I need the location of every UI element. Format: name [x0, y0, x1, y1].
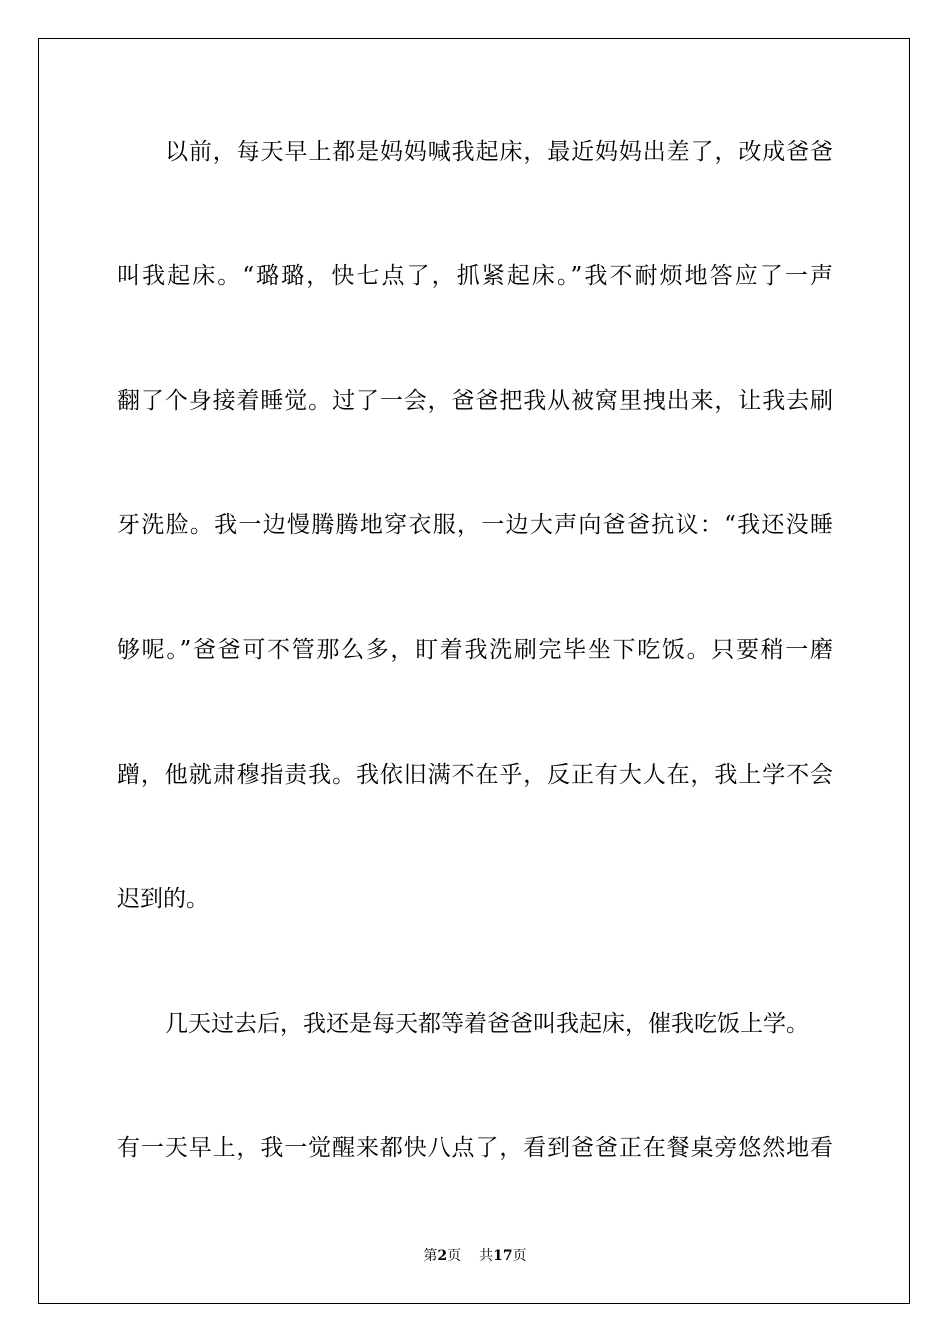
page-suffix: 页	[447, 1248, 462, 1264]
total-suffix: 页	[512, 1248, 527, 1264]
paragraph-line: 叫我起床。“璐璐，快七点了，抓紧起床。”我不耐烦地答应了一声	[117, 263, 833, 289]
page-border	[38, 38, 910, 1304]
paragraph-line: 翻了个身接着睡觉。过了一会，爸爸把我从被窝里拽出来，让我去刷	[117, 388, 833, 414]
paragraph-line: 以前，每天早上都是妈妈喊我起床，最近妈妈出差了，改成爸爸	[165, 139, 833, 165]
paragraph-line: 有一天早上，我一觉醒来都快八点了，看到爸爸正在餐桌旁悠然地看	[117, 1135, 833, 1161]
page-prefix: 第	[423, 1248, 438, 1264]
total-prefix: 共	[479, 1248, 494, 1264]
paragraph-line: 迟到的。	[117, 886, 209, 912]
paragraph-line: 牙洗脸。我一边慢腾腾地穿衣服，一边大声向爸爸抗议：“我还没睡	[117, 512, 833, 538]
paragraph-line: 几天过去后，我还是每天都等着爸爸叫我起床，催我吃饭上学。	[165, 1011, 809, 1037]
paragraph-line: 够呢。”爸爸可不管那么多，盯着我洗刷完毕坐下吃饭。只要稍一磨	[117, 637, 833, 663]
page-number: 2	[437, 1248, 448, 1264]
page-footer	[0, 1246, 950, 1266]
total-pages: 17	[493, 1248, 513, 1264]
paragraph-line: 蹭，他就肃穆指责我。我依旧满不在乎，反正有大人在，我上学不会	[117, 762, 833, 788]
